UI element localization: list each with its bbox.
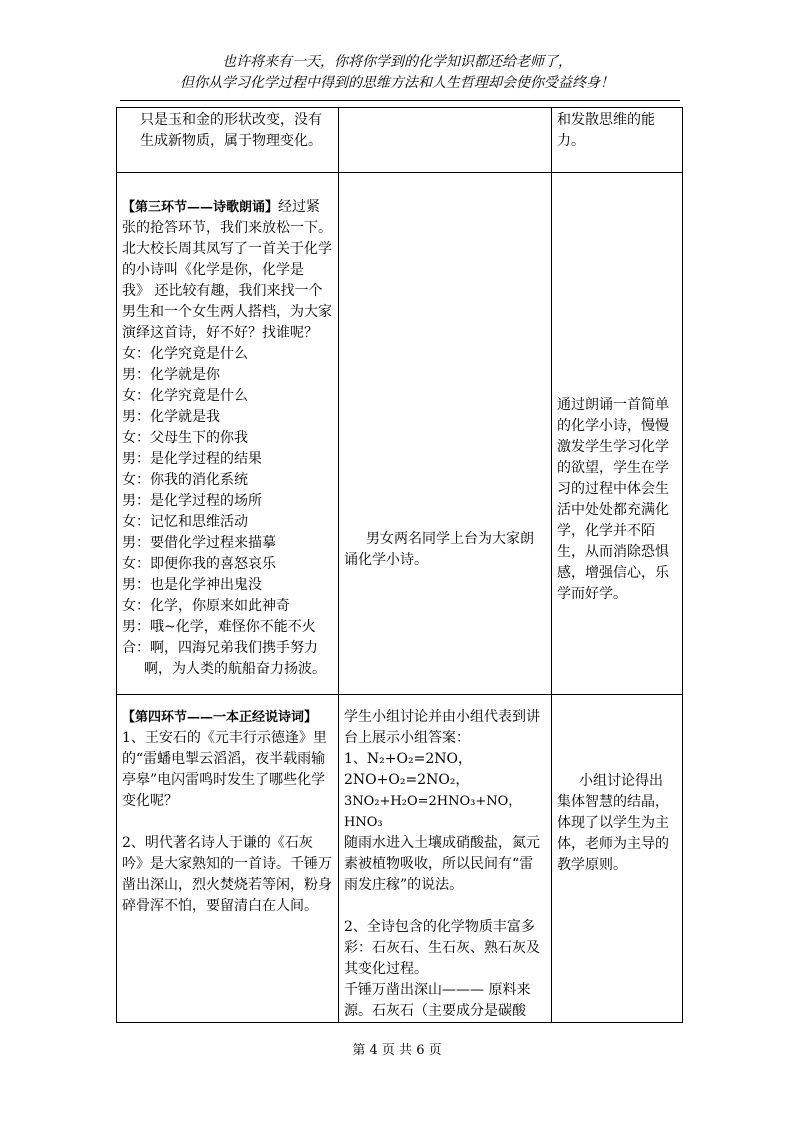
- text-line: 集体智慧的结晶，: [557, 794, 669, 810]
- text-line: 变化呢？: [122, 793, 178, 809]
- text-line: 生成新物质，属于物理变化。: [140, 133, 322, 149]
- poem-line: 啊，为人类的航船奋力扬波。: [144, 661, 326, 677]
- text-line: 台上展示小组答案：: [344, 730, 470, 746]
- text-line: 素被植物吸收，所以民间有“雷: [344, 856, 534, 872]
- text-line: 活中处处都充满化: [557, 502, 669, 518]
- poem-line: 女：记忆和思维活动: [122, 514, 248, 530]
- text-line: 吟》是大家熟知的一首诗。千锤万: [122, 856, 332, 872]
- text-line: 感，增强信心，乐: [557, 565, 669, 581]
- text-line: 男生和一个女生两人搭档，为大家: [122, 304, 332, 320]
- student-cell: [339, 695, 552, 1023]
- text-line: 激发学生学习化学: [557, 439, 669, 455]
- text-line: 生，从而消除恐惧: [557, 544, 669, 560]
- poem-line: 男：要借化学过程来描摹: [122, 535, 276, 551]
- poem-line: 男：哦~化学，难怪你不能不火: [122, 619, 316, 635]
- poem-line: 女：化学，你原来如此神奇: [122, 598, 290, 614]
- equation-2: 2NO+O₂=2NO₂，: [344, 772, 470, 788]
- poem-line: 女：化学究竟是什么: [122, 388, 248, 404]
- student-cell: [339, 108, 552, 173]
- lesson-table: [116, 107, 683, 1023]
- text-line: 经过紧: [278, 199, 321, 215]
- text-line: 彩：石灰石、生石灰、熟石灰及: [344, 940, 540, 956]
- text-line: 雨发庄稼”的说法。: [344, 877, 464, 893]
- header-rule: [120, 100, 680, 101]
- purpose-cell: [552, 695, 683, 1023]
- text-line: 诵化学小诗。: [344, 552, 428, 568]
- poem-line: 女：即便你我的喜怒哀乐: [122, 556, 276, 572]
- poem-line: 男：化学就是我: [122, 409, 220, 425]
- text-line: 的化学小诗，慢慢: [557, 418, 669, 434]
- student-cell: [339, 173, 552, 695]
- poem-line: 男：化学就是你: [122, 367, 220, 383]
- header-line-1: 也许将来有一天，你将你学到的化学知识都还给老师了，: [222, 54, 572, 70]
- text-line: 亭皋”电闪雷鸣时发生了哪些化学: [122, 772, 326, 788]
- text-line: 1、王安石的《元丰行示德逢》里: [122, 730, 327, 746]
- teacher-cell: [117, 695, 339, 1023]
- poem-line: 女：化学究竟是什么: [122, 346, 248, 362]
- purpose-cell: [552, 173, 683, 695]
- text-line: 其变化过程。: [344, 961, 428, 977]
- teacher-cell: [117, 108, 339, 173]
- text-line: 的“雷蟠电掣云滔滔，夜半载雨输: [122, 751, 326, 767]
- text-line: 北大校长周其凤写了一首关于化学: [122, 241, 332, 257]
- text-line: 男女两名同学上台为大家朗: [366, 531, 534, 547]
- text-line: 只是玉和金的形状改变，没有: [140, 112, 322, 128]
- text-line: 演绎这首诗，好不好？找谁呢？: [122, 325, 318, 341]
- poem-line: 合：啊，四海兄弟我们携手努力: [122, 640, 318, 656]
- text-line: 2、明代著名诗人于谦的《石灰: [122, 835, 313, 851]
- equation-1: 1、N₂+O₂=2NO，: [344, 751, 472, 767]
- text-line: [122, 707, 333, 728]
- text-line: 的小诗叫《化学是你，化学是: [122, 262, 304, 278]
- text-line: 凿出深山，烈火焚烧若等闲，粉身: [122, 877, 332, 893]
- text-line: 体，老师为主导的: [557, 836, 669, 852]
- table-row: [117, 173, 683, 695]
- text-line: 碎骨浑不怕，要留清白在人间。: [122, 898, 318, 914]
- poem-line: 男：是化学过程的场所: [122, 493, 262, 509]
- text-line: 学生小组讨论并由小组代表到讲: [344, 709, 540, 725]
- text-line: 习的过程中体会生: [557, 481, 669, 497]
- text-line: 力。: [557, 133, 585, 149]
- text-line: 学而好学。: [557, 586, 627, 602]
- section-title: 【第三环节——诗歌朗诵】: [122, 200, 279, 215]
- text-line: [122, 197, 333, 218]
- equation-3: 3NO₂+H₂O=2HNO₃+NO，HNO₃: [344, 794, 522, 830]
- text-line: 通过朗诵一首简单: [557, 397, 669, 413]
- spacer: [344, 896, 546, 917]
- text-line: 我》 还比较有趣，我们来找一个: [122, 283, 323, 299]
- page-footer: 第 4 页 共 6 页: [352, 1043, 442, 1058]
- spacer: [122, 812, 333, 833]
- text-line: 体现了以学生为主: [557, 815, 669, 831]
- text-line: 千锤万凿出深山——— 原料来: [344, 982, 531, 998]
- table-row: [117, 695, 683, 1023]
- text-line: 教学原则。: [557, 857, 627, 873]
- table-row: [117, 108, 683, 173]
- text-line: 源。石灰石（主要成分是碳酸: [344, 1003, 526, 1019]
- text-line: 张的抢答环节，我们来放松一下。: [122, 220, 332, 236]
- text-line: 学，化学并不陌: [557, 523, 655, 539]
- text-line: 的欲望，学生在学: [557, 460, 669, 476]
- poem-line: 女：父母生下的你我: [122, 430, 248, 446]
- poem-line: 女：你我的消化系统: [122, 472, 248, 488]
- page-header: [0, 52, 794, 94]
- poem-line: 男：也是化学神出鬼没: [122, 577, 262, 593]
- purpose-cell: [552, 108, 683, 173]
- text-line: 小组讨论得出: [579, 773, 663, 789]
- poem-line: 男：是化学过程的结果: [122, 451, 262, 467]
- header-line-2: 但你从学习化学过程中得到的思维方法和人生哲理却会使你受益终身！: [180, 75, 614, 91]
- text-line: 和发散思维的能: [557, 112, 655, 128]
- text-line: 随雨水进入土壤成硝酸盐，氮元: [344, 835, 540, 851]
- teacher-cell: [117, 173, 339, 695]
- text-line: 2、全诗包含的化学物质丰富多: [344, 919, 535, 935]
- section-title: 【第四环节——一本正经说诗词】: [122, 710, 318, 725]
